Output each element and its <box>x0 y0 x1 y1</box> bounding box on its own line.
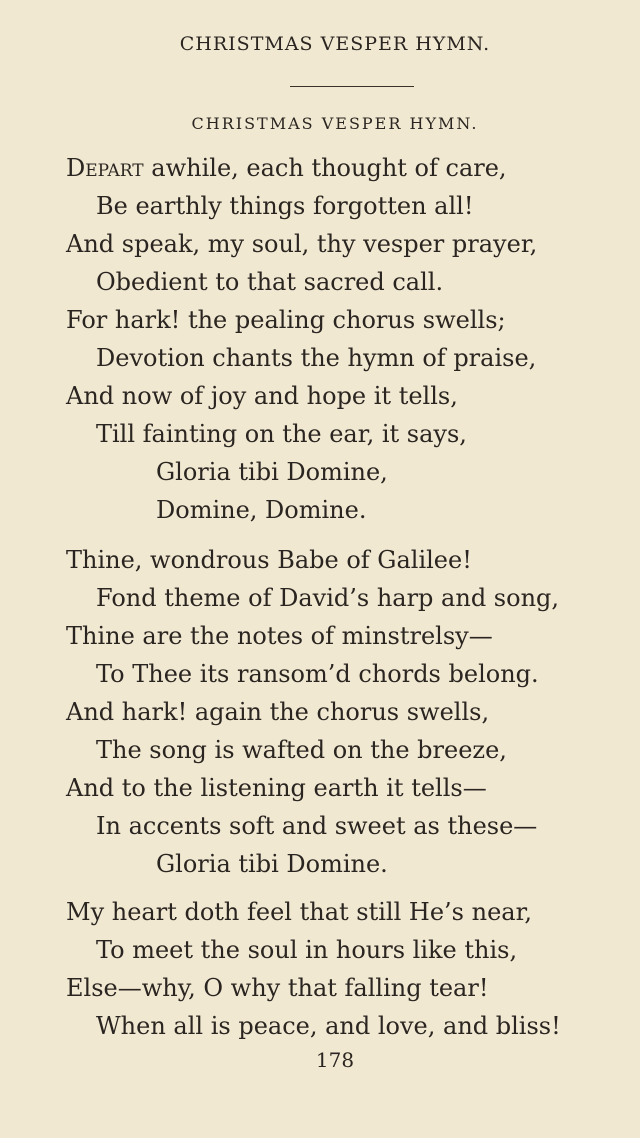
poem-refrain-line: Gloria tibi Domine. <box>156 850 388 878</box>
poem-line: In accents soft and sweet as these— <box>96 812 538 840</box>
poem-line: And hark! again the chorus swells, <box>66 698 490 726</box>
poem-refrain-line: Gloria tibi Domine, <box>156 458 388 486</box>
poem-line: Thine are the notes of minstrelsy— <box>66 622 493 650</box>
poem-line: Fond theme of David’s harp and song, <box>96 584 560 612</box>
poem-line: Obedient to that sacred call. <box>96 268 444 296</box>
stanza-2 <box>0 541 640 883</box>
poem-line: Till fainting on the ear, it says, <box>96 420 467 448</box>
poem-line: To Thee its ransom’d chords belong. <box>96 660 539 688</box>
poem-line: And speak, my soul, thy vesper prayer, <box>66 230 538 258</box>
poem-line: Be earthly things forgotten all! <box>96 192 474 220</box>
poem-line: To meet the soul in hours like this, <box>96 936 518 964</box>
poem-line: The song is wafted on the breeze, <box>96 736 507 764</box>
poem-line: My heart doth feel that still He’s near, <box>66 898 533 926</box>
poem-line: Depart awhile, each thought of care, <box>66 154 507 182</box>
poem-line: For hark! the pealing chorus swells; <box>66 306 506 334</box>
stanza-3 <box>0 893 640 1045</box>
poem-title: CHRISTMAS VESPER HYMN. <box>191 114 479 133</box>
poem-line: Devotion chants the hymn of praise, <box>96 344 537 372</box>
poem-line: And to the listening earth it tells— <box>66 774 487 802</box>
poem-line: Thine, wondrous Babe of Galilee! <box>66 546 472 574</box>
running-head: CHRISTMAS VESPER HYMN. <box>179 33 491 55</box>
poem-line: Else—why, O why that falling tear! <box>66 974 489 1002</box>
stanza-1 <box>0 149 640 529</box>
poem-refrain-line: Domine, Domine. <box>156 496 367 524</box>
page-number: 178 <box>315 1048 355 1072</box>
poem-line: When all is peace, and love, and bliss! <box>96 1012 561 1040</box>
poem-line: And now of joy and hope it tells, <box>66 382 458 410</box>
title-rule <box>290 86 414 87</box>
drop-word: Depart <box>66 154 144 182</box>
